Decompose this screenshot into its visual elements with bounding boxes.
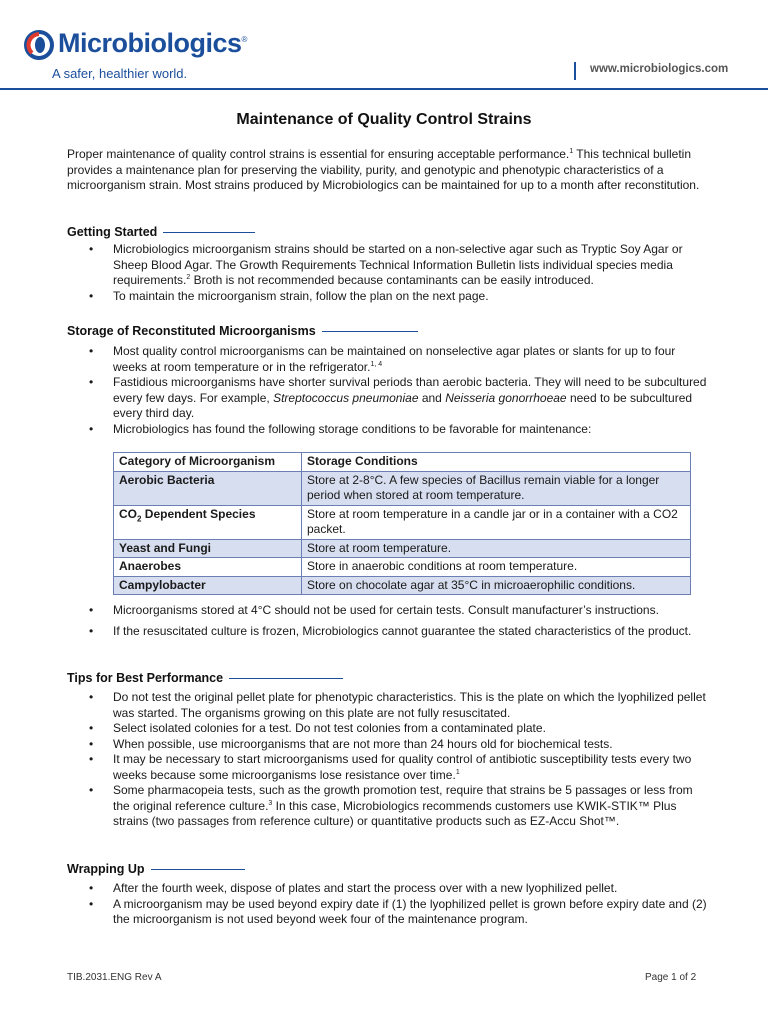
storage-conditions-table <box>113 452 691 595</box>
table-header-row <box>114 453 691 472</box>
column-header-conditions: Storage Conditions <box>302 453 691 472</box>
list-item: • To maintain the microorganism strain, follow the plan on the next page. <box>67 289 707 305</box>
table-row <box>114 505 691 539</box>
table-cell-category: $CO_2$ Dependent Species <box>114 505 302 539</box>
list-item: • Some pharmacopeia tests, such as the growth promotion test, require that strains be 5 passages or less from the original reference culture.$^3$ In this case, Microbiologics recommends customers use KWIK-STIK™ Plus strains (two passages from reference culture) or quantitative products such as EZ-Accu Shot™. <box>67 783 707 830</box>
list-item: • After the fourth week, dispose of plates and start the process over with a new lyophilized pellet. <box>67 881 707 897</box>
list-item: • Most quality control microorganisms can be maintained on nonselective agar plates or slants for up to four weeks at room temperature or in the refrigerator.$^{1, 4}$ <box>67 344 707 375</box>
logo-wordmark: Microbiologics® <box>58 28 247 58</box>
company-logo <box>24 28 264 88</box>
list-item: • Do not test the original pellet plate for phenotypic characteristics. This is the plate on which the lyophilized pellet was started. The organisms growing on this plate are not fully resuscitated. <box>67 690 707 721</box>
table-cell-condition: Store on chocolate agar at 35°C in microaerophilic conditions. <box>302 576 691 595</box>
list-item: • Microbiologics microorganism strains should be started on a non-selective agar such as Tryptic Soy Agar or Sheep Blood Agar. The Growth Requirements Technical Information Bulletin lists individual species media requirements.$^2$ Broth is not recommended because contaminants can be easily introduced. <box>67 242 707 289</box>
list-item: • It may be necessary to start microorganisms used for quality control of antibiotic susceptibility tests every two weeks because some microorganisms lose resistance over time.$^1$ <box>67 752 707 783</box>
header-rule <box>0 88 768 90</box>
heading-wrapping-up: Wrapping Up <box>67 862 245 876</box>
website-link[interactable]: www.microbiologics.com <box>590 63 729 75</box>
list-item: • A microorganism may be used beyond expiry date if (1) the lyophilized pellet is grown before expiry date and (2) the microorganism is not used beyond week four of the maintenance program. <box>67 897 707 928</box>
page-title: Maintenance of Quality Control Strains <box>236 111 532 128</box>
microbiologics-logo-icon <box>24 30 54 60</box>
table-cell-condition: Store at 2-8°C. A few species of Bacillus remain viable for a longer period when stored at room temperature. <box>302 471 691 505</box>
getting-started-list <box>67 242 707 304</box>
table-cell-category: Aerobic Bacteria <box>114 471 302 505</box>
list-item: • When possible, use microorganisms that are not more than 24 hours old for biochemical tests. <box>67 737 707 753</box>
table-row <box>114 576 691 595</box>
table-cell-condition: Store at room temperature. <box>302 539 691 558</box>
list-item: • If the resuscitated culture is frozen, Microbiologics cannot guarantee the stated characteristics of the product. <box>67 624 707 640</box>
table-row <box>114 471 691 505</box>
storage-list <box>67 344 707 437</box>
page-number: Page 1 of 2 <box>645 972 697 983</box>
tagline: A safer, healthier world. <box>52 66 188 81</box>
wrapping-up-list <box>67 881 707 928</box>
heading-storage: Storage of Reconstituted Microorganisms <box>67 324 418 338</box>
column-header-category: Category of Microorganism <box>114 453 302 472</box>
table-row <box>114 558 691 577</box>
document-id: TIB.2031.ENG Rev A <box>67 972 162 983</box>
tips-list <box>67 690 707 830</box>
header-divider <box>574 62 576 80</box>
table-row <box>114 539 691 558</box>
table-cell-category: Anaerobes <box>114 558 302 577</box>
list-item: • Select isolated colonies for a test. Do not test colonies from a contaminated plate. <box>67 721 707 737</box>
table-cell-category: Yeast and Fungi <box>114 539 302 558</box>
list-item: • Microbiologics has found the following storage conditions to be favorable for maintenance: <box>67 422 707 438</box>
table-cell-condition: Store at room temperature in a candle jar or in a container with a CO2 packet. <box>302 505 691 539</box>
list-item: • Fastidious microorganisms have shorter survival periods than aerobic bacteria. They will need to be subcultured every few days. For example, Streptococcus pneumoniae and Neisseria gonorrhoeae need to be subcultured every third day. <box>67 375 707 422</box>
heading-getting-started: Getting Started <box>67 225 255 239</box>
table-cell-condition: Store in anaerobic conditions at room temperature. <box>302 558 691 577</box>
list-item: • Microorganisms stored at 4°C should not be used for certain tests. Consult manufacturer’s instructions. <box>67 603 707 619</box>
table-cell-category: Campylobacter <box>114 576 302 595</box>
heading-tips: Tips for Best Performance <box>67 671 343 685</box>
intro-paragraph: Proper maintenance of quality control strains is essential for ensuring acceptable performance.$^1$ This technical bulletin provides a maintenance plan for preserving the viability, purity, and genotypic and phenotypic characteristics of a microorganism strain. Most strains produced by Microbiologics can be maintained for up to a month after reconstitution. <box>67 147 700 192</box>
storage-notes-list <box>67 603 707 639</box>
